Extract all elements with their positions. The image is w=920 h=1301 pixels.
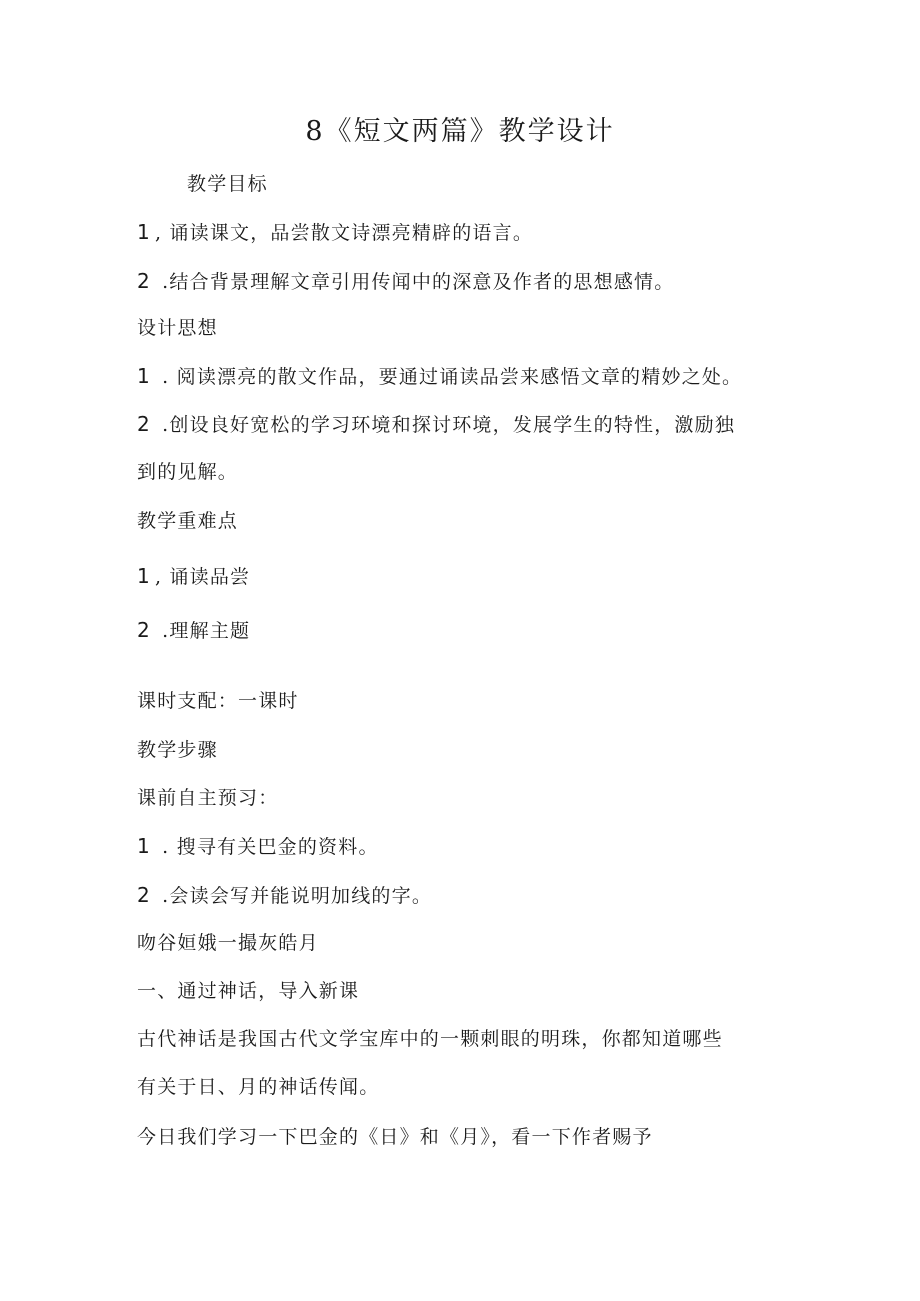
line-text: . 阅读漂亮的散文作品，要通过诵读品尝来感悟文章的精妙之处。: [154, 366, 743, 388]
item-number: 1: [137, 564, 151, 588]
line-text: , 诵读课文，品尝散文诗漂亮精辟的语言。: [154, 222, 534, 244]
line-text: 教学目标: [187, 173, 268, 195]
paragraph-line: [137, 1073, 379, 1101]
line-text: 教学重难点: [137, 510, 239, 532]
section-one-heading: [137, 977, 359, 1005]
preview-item-1: [137, 832, 379, 861]
design-item-2: [137, 410, 735, 439]
item-number: 1: [137, 220, 151, 244]
item-number: 2: [137, 412, 151, 436]
item-number: 1: [137, 834, 151, 858]
paragraph-line: [137, 1025, 723, 1053]
line-text: 今日我们学习一下巴金的《日》和《月》，看一下作者赐予: [137, 1126, 653, 1148]
heading-preview: [137, 784, 278, 812]
line-text: .理解主题: [154, 620, 251, 642]
paragraph-line: [137, 1123, 653, 1151]
heading-design-ideas: [137, 314, 218, 342]
item-number: 2: [137, 269, 151, 293]
line-text: .结合背景理解文章引用传闻中的深意及作者的思想感情。: [154, 271, 675, 293]
line-text: 课前自主预习：: [137, 787, 279, 809]
item-number: 2: [137, 618, 151, 642]
preview-item-2: [137, 881, 432, 910]
design-item-1: [137, 362, 742, 391]
heading-teaching-steps: [137, 736, 218, 764]
line-text: 一、通过神话，导入新课: [137, 980, 360, 1002]
heading-key-points: [137, 507, 238, 535]
item-number: 1: [137, 364, 151, 388]
key-point-item-1: [137, 562, 250, 591]
line-text: 有关于日、月的神话传闻。: [137, 1076, 380, 1098]
line-text: , 诵读品尝: [154, 566, 251, 588]
line-text: 课时支配：一课时: [137, 690, 299, 712]
key-point-item-2: [137, 616, 250, 645]
line-text: .会读会写并能说明加线的字。: [154, 885, 433, 907]
document-title: 8《短文两篇》教学设计: [305, 116, 615, 147]
goal-item-2: [137, 267, 674, 296]
line-text: 古代神话是我国古代文学宝库中的一颗刺眼的明珠，你都知道哪些: [137, 1028, 723, 1050]
line-text: 设计思想: [137, 317, 218, 339]
heading-teaching-goals: [187, 170, 268, 198]
line-text: 教学步骤: [137, 739, 218, 761]
line-text: .创设良好宽松的学习环境和探讨环境，发展学生的特性，激励独: [154, 414, 736, 436]
line-text: 吻谷姮娥一撮灰皓月: [137, 932, 319, 954]
item-number: 2: [137, 883, 151, 907]
line-text: 到的见解。: [137, 461, 239, 483]
vocabulary-words: [137, 929, 319, 957]
line-text: . 搜寻有关巴金的资料。: [154, 836, 379, 858]
class-hours: [137, 687, 299, 715]
goal-item-1: [137, 218, 533, 247]
design-item-2-continued: [137, 458, 238, 486]
